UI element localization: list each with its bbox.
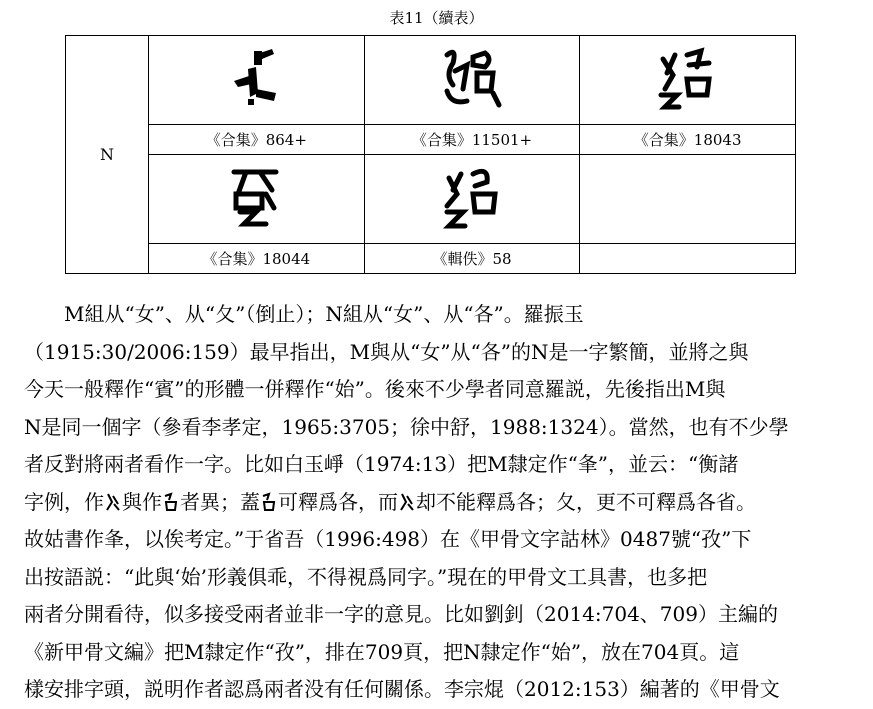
text-line: M組从“女”、从“夂”（倒止）；N組从“女”、从“各”。羅振玉 [64,302,584,326]
source-label: 《合集》11501+ [364,125,580,155]
text-run: 字例，作 [24,489,104,514]
source-label: 《合集》864+ [149,125,365,155]
text-line-with-glyphs [24,484,850,522]
oracle-bone-glyph-icon [226,45,286,115]
text-line: 今天一般釋作“賓”的形體一併釋作“始”。後來不少學者同意羅説，先後指出M與 [24,377,726,401]
text-line: （1915:30/2006:159）最早指出，M與从“女”从“各”的N是一字繁簡，並將之與 [24,339,749,364]
glyph-cell [149,36,365,125]
source-label: 《合集》18044 [149,244,365,274]
oracle-bone-glyph-icon [653,45,723,115]
source-label: 《輯佚》58 [364,244,580,274]
inline-glyph-n-icon [162,492,180,512]
text-line: 兩者分開看待，似多接受兩者並非一字的意見。比如劉釗（2014:704、709）主編的 [24,602,778,626]
oracle-bone-glyph-icon [437,45,507,115]
glyph-cell [149,155,365,244]
text-line: 樣安排字頭，説明作者認爲兩者没有任何關係。李宗焜（2012:153）編著的《甲骨文 [24,677,780,701]
row-label: N [66,36,149,274]
body-paragraph [24,296,850,709]
text-line: 者反對將兩者看作一字。比如白玉崢（1974:13）把M隸定作“夆”，並云：“衡諸 [24,452,739,476]
oracle-bone-glyph-icon [226,164,286,234]
glyph-cell [580,36,796,125]
text-run: 者異；蓋 [180,489,260,514]
text-line: N是同一個字（參看李孝定，1965:3705；徐中舒，1988:1324）。當然，也有不少學 [24,414,789,439]
text-run: 却不能釋爲各；夂，更不可釋爲各省。 [416,489,756,514]
inline-glyph-m-icon [104,492,122,512]
glyph-cell [364,155,580,244]
empty-cell [580,155,796,244]
text-line: 《新甲骨文編》把M隸定作“孜”，排在709頁，把N隸定作“始”，放在704頁。這 [24,639,740,664]
text-run: 可釋爲各，而 [278,489,398,514]
text-run: 與作 [122,489,162,514]
character-table [65,35,796,274]
text-line: 出按語説：“此與‘始’形義俱乖，不得視爲同字。”現在的甲骨文工具書，也多把 [24,564,708,589]
oracle-bone-glyph-icon [437,164,507,234]
table-caption: 表11（續表） [389,9,484,27]
source-label: 《合集》18043 [580,125,796,155]
inline-glyph-m-icon [398,492,416,512]
inline-glyph-n-icon [260,492,278,512]
empty-cell [580,244,796,274]
text-line: 故姑書作夆，以俟考定。”于省吾（1996:498）在《甲骨文字詁林》0487號“孜”下 [24,527,752,551]
glyph-cell [364,36,580,125]
